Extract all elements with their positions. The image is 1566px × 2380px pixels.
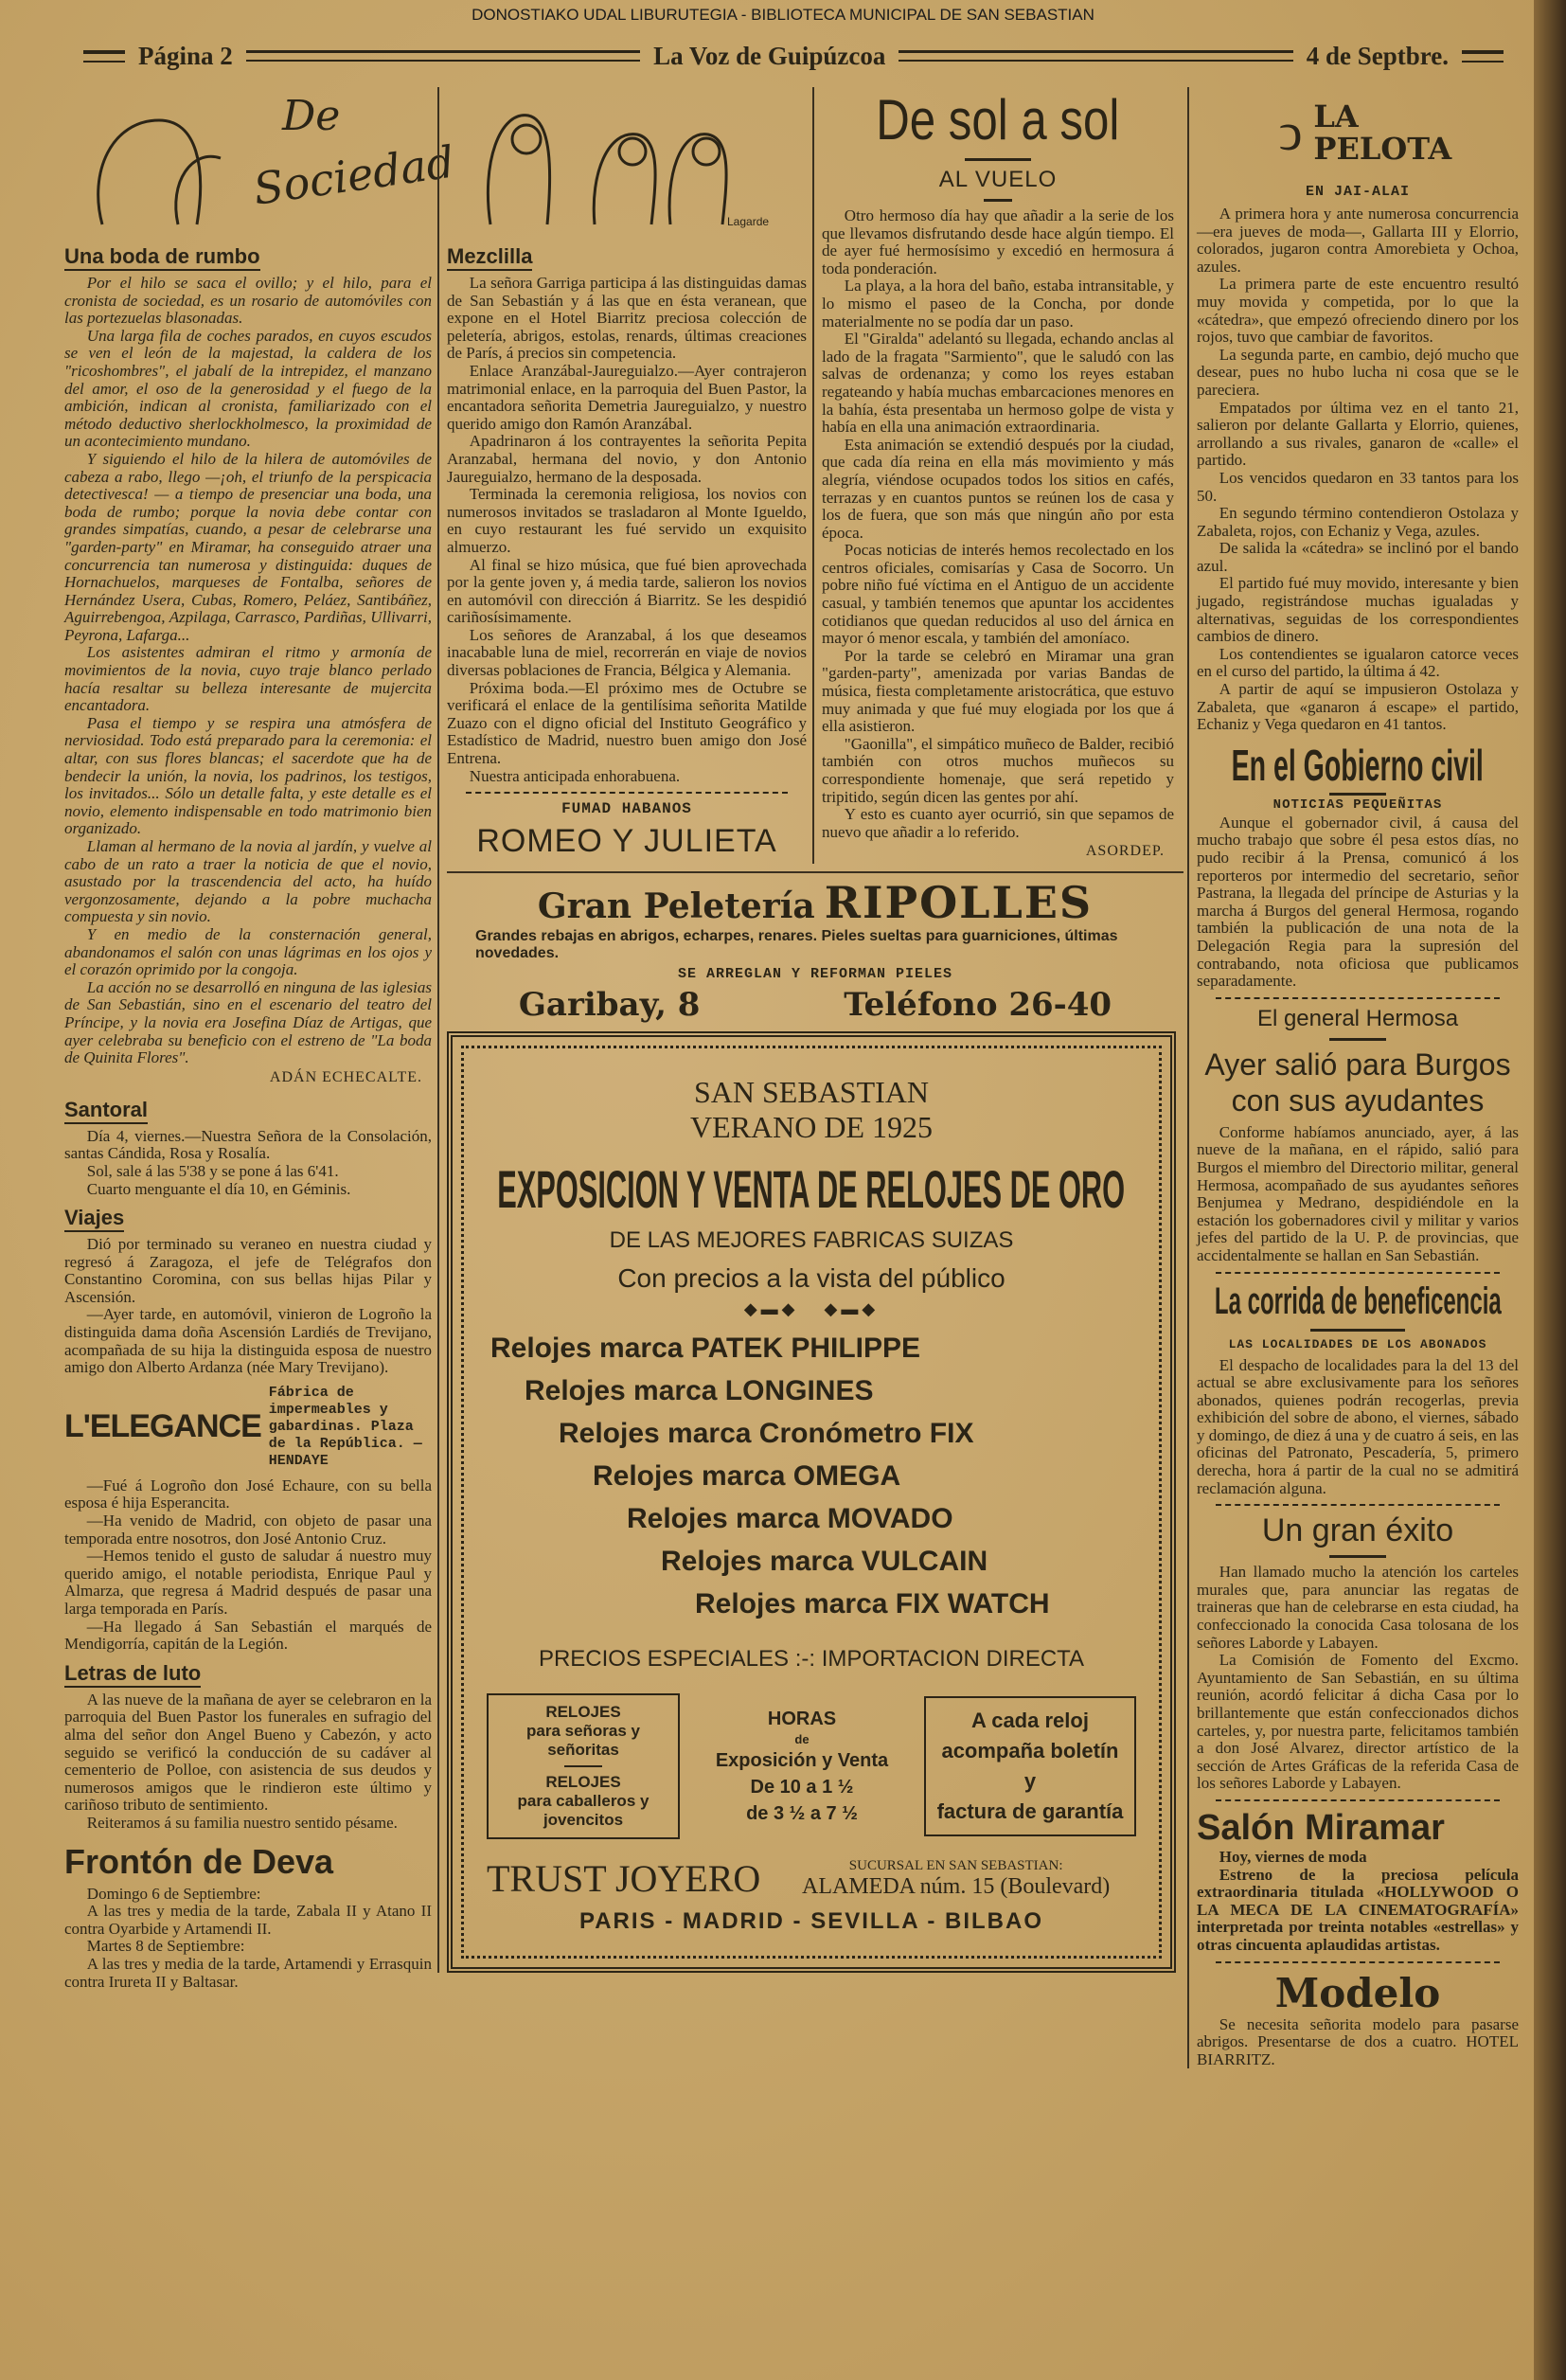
svg-text:De: De <box>282 92 341 140</box>
ad-hours <box>716 1706 888 1827</box>
paragraph: La Comisión de Fomento del Excmo. Ayuntamiento de San Sebastián, en su última reunión, acordó felicitar á dicha Casa por lo brillantemente que están confeccionados dichos carteles, y, por nuestra parte, felicitamos también a don José Alvarez, director artístico de la sección de Artes Gráficas de la referida Casa de los señores Laborde y Labayen. <box>1197 1651 1519 1793</box>
paragraph: Y esto es cuanto ayer ocurrió, sin que sepamos de nuevo que añadir a lo referido. <box>822 805 1174 841</box>
page-number: Página 2 <box>138 41 233 70</box>
library-watermark: DONOSTIAKO UDAL LIBURUTEGIA - BIBLIOTECA MUNICIPAL DE SAN SEBASTIAN <box>472 6 1094 24</box>
paragraph: Aunque el gobernador civil, á causa del mucho trabajo que sobre él pesa estos días, no pudo recibir á la Prensa, comunicó á los reporteros por intermedio del secretario, señor Pastrana, la llegada del príncipe de Asturias y la marcha á Burgos del general Hermosa, rogando también la publicación de una nota de la Delegación Regia para la supresión del contrabando, nota oficiosa que publicamos separadamente. <box>1197 813 1519 991</box>
label: para señoras y señoritas <box>525 1722 640 1760</box>
article-body <box>1197 814 1519 991</box>
label: de <box>794 1732 810 1747</box>
signature: ASORDEP. <box>1085 843 1165 860</box>
subheading-jai-alai: EN JAI-ALAI <box>1305 184 1411 200</box>
newspaper-name: La Voz de Guipúzcoa <box>653 41 886 70</box>
paragraph: Pasa el tiempo y se respira una atmósfera de nerviosidad. Todo está preparado para la ceremonia: el altar, con sus flores blancas; el sacerdote que ha de bendecir la unión, la novia, los padrinos, los testigos, los invitados... Sólo un detalle falta, y este detalle es el novio, elemento indispensable en todo matrimonio bien organizado. <box>64 713 432 838</box>
paragraph: La segunda parte, en cambio, dejó mucho que desear, pues no hubo lucha ni cosa que se le pareciera. <box>1197 345 1519 399</box>
paragraph: Conforme habíamos anunciado, ayer, á las nueve de la mañana, en el rápido, salió para Burgos el miembro del Directorio militar, general Hermosa, acompañado de sus ayudantes señores Benjumea y Medrano, despidiéndole en la estación los gobernadores civil y militar y varios jefes del partido de la U. P. de provincias, que accidentalmente se hallan en San Sebastián. <box>1197 1122 1519 1264</box>
ad-company: TRUST JOYERO <box>487 1857 761 1901</box>
paragraph: De salida la «cátedra» se inclinó por el bando azul. <box>1197 539 1519 575</box>
paragraph: "Gaonilla", el simpático muñeco de Balder, recibió también con otros muchos muñecos su correspondiente homenaje, que será repetido y tripitido, según dicen las gentes por ahí. <box>822 734 1174 806</box>
paragraph: Otro hermoso día hay que añadir a la serie de los que llevamos disfrutando desde hace algún tiempo. El de ayer fué hermosísimo y excedió en hermosura á toda ponderación. <box>822 206 1174 277</box>
label: de 3 ½ a 7 ½ <box>746 1803 858 1825</box>
paragraph: Y siguiendo el hilo de la hilera de automóviles de cabeza a rabo, llego —¡oh, el triunfo de la perspicacia detectivesca! — a tiempo de presenciar una boda, una boda de rumbo; porque la novia debe contar con grandes simpatías, cuando, a pesar de celebrarse una "garden-party" en Miramar, ha conseguido atraer una concurrencia tan numerosa y distinguida: duques de Hornachuelos, marqueses de Fontalba, señores de Hernández Usera, Cubas, Romero, Peláez, Santibáñez, Aguirrebengoa, Azpilaga, Carrasco, Pardiñas, Ullivarri, Peyrona, Lafarga... <box>64 449 432 644</box>
paragraph: Empatados por última vez en el tanto 21, salieron por delante Gallarta y Elorrio, quienes, arrollando a sus rivales, ganaron de «calle» el partido. <box>1197 398 1519 470</box>
ornament-rule <box>1216 1799 1500 1801</box>
rule <box>965 158 1031 161</box>
paragraph: La acción no se desarrolló en ninguna de las iglesias de San Sebastián, sino en el escenario del teatro del Príncipe, y la novia era Josefina Díaz de Artigas, que ayer celebraba su beneficio con el estreno de "La boda de Quinita Flores". <box>64 977 432 1067</box>
ripolles-brand-1: Gran Peletería <box>537 886 815 927</box>
pelota-logo-text: LA PELOTA <box>1313 98 1452 167</box>
watch-brand: Relojes marca PATEK PHILIPPE <box>490 1333 921 1365</box>
subheading-localidades: LAS LOCALIDADES DE LOS ABONADOS <box>1228 1336 1487 1351</box>
label: RELOJES <box>545 1773 621 1792</box>
paragraph: Pocas noticias de interés hemos recolectado en los centros oficiales, comisarías y Casa de Socorro. Un pobre niño fué víctima en el Antiguo de un accidente casual, y también tenemos que apuntar los accidentes cotidianos que quedan reducidos al uso del árnica en mayor ó menor escala, y también del amoníaco. <box>822 541 1174 648</box>
ornament-rule <box>1216 1272 1500 1274</box>
issue-date: 4 de Septbre. <box>1306 41 1450 70</box>
paragraph: En segundo término contendieron Ostolaza y Zabaleta, rojos, con Echaniz y Vega, azules. <box>1197 504 1519 540</box>
elegance-ad <box>64 1385 432 1470</box>
label: para caballeros y jovencitos <box>517 1792 650 1830</box>
heading-corrida: La corrida de beneficencia <box>1214 1279 1502 1322</box>
ad-prices: Con precios a la vista del público <box>617 1263 1005 1294</box>
ripolles-address: Garibay, 8 <box>518 986 701 1025</box>
ripolles-repair: SE ARREGLAN Y REFORMAN PIELES <box>677 966 953 983</box>
watch-brand: Relojes marca FIX WATCH <box>695 1588 1050 1620</box>
paragraph: A primera hora y ante numerosa concurrencia—era jueves de moda—, Gallarta III y Elorrio, colorados, jugaron contra Amorebieta y Ochoa, azules. <box>1197 205 1519 276</box>
masthead <box>83 40 1504 72</box>
heading-gobierno-civil: En el Gobierno civil <box>1231 740 1485 790</box>
watch-brand: Relojes marca MOVADO <box>627 1503 953 1535</box>
ad-city: SAN SEBASTIAN <box>693 1075 930 1110</box>
paragraph: El despacho de localidades para la del 13 del actual se abre exclusivamente para los señores abonados, quienes podrán recogerlas, previa exhibición del sobre de abono, el viernes, sábado y domingo, de diez á una y de cuatro á seis, en las oficinas del Patronato, Pescadería, 5, primero derecha, hora á partir de la cual no se admitirá reclamación alguna. <box>1197 1355 1519 1497</box>
heading-gran-exito: Un gran éxito <box>1261 1512 1454 1549</box>
romeo-ad-line1: FUMAD HABANOS <box>561 800 692 818</box>
column-right <box>1187 87 1519 2068</box>
rule <box>1329 793 1386 796</box>
article-body <box>64 1691 432 1833</box>
paragraph: El partido fué muy movido, interesante y bien jugado, registrándose muchas igualadas y alternativas, seguidas de los correspondientes cambios de dinero. <box>1197 574 1519 646</box>
article-body <box>64 275 432 1067</box>
watch-brand: Relojes marca LONGINES <box>525 1375 874 1407</box>
svg-text:Sociedad: Sociedad <box>250 135 458 215</box>
label: factura de garantía <box>936 1799 1124 1824</box>
middle-block <box>437 87 1182 1973</box>
brand-list <box>453 1333 1170 1631</box>
watch-brand: Relojes marca VULCAIN <box>661 1546 988 1578</box>
article-body <box>64 1236 432 1377</box>
label: A cada reloj <box>971 1709 1089 1733</box>
rule <box>1462 50 1504 63</box>
paragraph: A partir de aquí se impusieron Ostolaza y Zabaleta, que «ganaron á escape» el partido, Echaniz y Vega quedaron en 41 tantos. <box>1197 680 1519 734</box>
paragraph: —Ha llegado á San Sebastián el marqués de Mendigorría, capitán de la Legión. <box>64 1617 432 1654</box>
paragraph: A las tres y media de la tarde, Zabala II y Atano II contra Oyarbide y Artamendi II. <box>64 1902 432 1938</box>
article-body <box>1197 1357 1519 1498</box>
heading-viajes: Viajes <box>64 1206 124 1232</box>
ad-cities: PARIS - MADRID - SEVILLA - BILBAO <box>579 1908 1043 1935</box>
elegance-brand: L'ELEGANCE <box>64 1408 261 1445</box>
signature: ADÁN ECHECALTE. <box>269 1068 422 1085</box>
heading-una-boda: Una boda de rumbo <box>64 244 260 271</box>
heading-salon-miramar: Salón Miramar <box>1197 1807 1445 1848</box>
label: De 10 a 1 ½ <box>750 1777 854 1798</box>
rule <box>984 199 1012 202</box>
paragraph: Por el hilo se saca el ovillo; y el hilo, para el cronista de sociedad, es un rosario de automóviles con las portezuelas blasonadas. <box>64 274 432 328</box>
ad-subheadline: DE LAS MEJORES FABRICAS SUIZAS <box>609 1227 1014 1254</box>
heading-letras-de-luto: Letras de luto <box>64 1661 201 1688</box>
ornament-rule <box>1216 1504 1500 1506</box>
paragraph: Esta animación se extendió después por la ciudad, que cada día reina en ella más movimiento y más alegría, viéndose ocupados todos los sitios en cafés, terrazas y en cuantos puntos se reúnen los de casa y los de fuera, que son más que ningún año por esta época. <box>822 435 1174 542</box>
ad-box-relojes <box>487 1693 680 1839</box>
paragraph: Sol, sale á las 5'38 y se pone á las 6'41. <box>86 1161 339 1180</box>
article-body <box>1197 1124 1519 1265</box>
label: RELOJES <box>545 1703 621 1722</box>
subheading-al-vuelo: AL VUELO <box>938 167 1058 192</box>
article-body <box>64 1886 432 1992</box>
paragraph: Al final se hizo música, que fué bien aprovechada por la gente joven y, á media tarde, salieron los novios en automóvil con dirección á Biarritz. Se les despidió cariñosísimamente. <box>447 555 807 627</box>
paragraph: —Ha venido de Madrid, con objeto de pasar una temporada entre nosotros, don José Antonio Cruz. <box>64 1512 432 1548</box>
paragraph: Terminada la ceremonia religiosa, los novios con numerosos invitados se trasladaron al Monte Igueldo, en cuyo restaurant les fué servido un exquisito almuerzo. <box>447 485 807 556</box>
column-sociedad <box>64 87 432 1991</box>
heading-santoral: Santoral <box>64 1098 148 1124</box>
paragraph: Martes 8 de Septiembre: <box>86 1937 245 1956</box>
kicker-general-hermosa: El general Hermosa <box>1256 1005 1459 1031</box>
heading-fronton-deva: Frontón de Deva <box>64 1841 334 1881</box>
paragraph: —Hemos tenido el gusto de saludar á nuestro muy querido amigo, el notable periodista, Enrique Paul y Almarza, que regresa á Madrid después de pasar una larga temporada en París. <box>64 1547 432 1618</box>
ad-season: VERANO DE 1925 <box>690 1110 933 1145</box>
rule <box>246 50 640 62</box>
article-body <box>64 1128 432 1198</box>
paragraph: Hoy, viernes de moda <box>1219 1847 1367 1866</box>
elegance-text: Fábrica de impermeables y gabardinas. Plaza de la República. — HENDAYE <box>268 1384 422 1469</box>
ad-branch-address: ALAMEDA núm. 15 (Boulevard) <box>802 1873 1111 1899</box>
paragraph: Llaman al hermano de la novia al jardín, y vuelve al cabo de un rato a traer la noticia de que el novio, asustado por la trascendencia del acto, ha huído vergonzosamente, dejando a la pobre muchacha compuesta y sin novio. <box>64 837 432 926</box>
paragraph: Una larga fila de coches parados, en cuyos escudos se ven el león de la majestad, la caldera de los "ricoshombres", el jabalí de la intrepidez, el manzano del amor, el oso de la generosidad y el fuego de la ambición, indican al cronista, familiarizado con el método deductivo sherlockholmesco, la proximidad de un acontecimiento mundano. <box>64 326 432 451</box>
svg-text:Lagarde: Lagarde <box>727 215 770 228</box>
paragraph: Dió por terminado su veraneo en nuestra ciudad y regresó á Zaragoza, el jefe de Telégrafos don Constantino Coromina, con sus bellas hijas Pilar y Ascensión. <box>64 1235 432 1306</box>
ornament-rule <box>466 792 788 794</box>
paragraph: La primera parte de este encuentro resultó muy movida y competida, por lo que la «cátedra», que empezó ofreciendo dinero por los rojos, tuvo que cambiar de favoritos. <box>1197 275 1519 347</box>
ornament: ◆▬◆ ◆▬◆ <box>743 1299 880 1319</box>
paragraph: Los vencidos quedaron en 33 tantos para los 50. <box>1197 468 1519 505</box>
paragraph: Cuarto menguante el día 10, en Géminis. <box>86 1179 351 1198</box>
paragraph: Domingo 6 de Septiembre: <box>86 1884 261 1903</box>
relojes-ad <box>447 1031 1176 1973</box>
paragraph: Los contendientes se igualaron catorce veces en el curso del partido, la última á 42. <box>1197 644 1519 681</box>
ad-special: PRECIOS ESPECIALES :-: IMPORTACION DIRECTA <box>538 1646 1085 1673</box>
paragraph: Los señores de Aranzabal, á los que deseamos inacabable luna de miel, recorrerán en viaje de novios diversas poblaciones de Francia, Bélgica y Alemania. <box>447 625 807 680</box>
watch-brand: Relojes marca Cronómetro FIX <box>559 1418 974 1450</box>
rule <box>1329 1038 1386 1041</box>
page-body <box>64 87 1526 2068</box>
rule <box>83 50 125 63</box>
paragraph: Próxima boda.—El próximo mes de Octubre se verificará el enlace de la gentilísima señorita Matilde Zuazo con el digno oficial del Instituto Geográfico y Estadístico de Madrid, nuestro buen amigo don José Entrena. <box>447 678 807 768</box>
ripolles-brand-2: RIPOLLES <box>824 877 1094 929</box>
paragraph: A las nueve de la mañana de ayer se celebraron en la parroquia del Buen Pastor los funerales en sufragio del alma del señor don Angel Bueno y Cabezón, y acto seguido se verificó la conducción de su cadáver al cementerio de Polloe, con asistencia de sus deudos y numerosos amigos que le rindieron este último y cariñoso tributo de sentimiento. <box>64 1690 432 1815</box>
paragraph: Por la tarde se celebró en Miramar una gran "garden-party", amenizada por varias Bandas de música, fiesta completamente aristocrática, que estuvo muy animada y que fué muy elogiada por los que á ella asistieron. <box>822 646 1174 736</box>
ornament-rule <box>1216 1961 1500 1963</box>
article-body <box>822 207 1174 841</box>
page-edge-shadow <box>1534 0 1566 2380</box>
heading-mezclilla: Mezclilla <box>447 244 532 271</box>
column-mezclilla <box>447 87 807 860</box>
article-body <box>1197 206 1519 734</box>
article-body <box>447 275 807 785</box>
paragraph: La señora Garriga participa á las distinguidas damas de San Sebastián y á las que en ésta veranean, que expone en el Hotel Biarritz preciosa colección de peletería, abrigos, estolas, renards, últimas creaciones de París, á precios sin competencia. <box>447 274 807 363</box>
rule <box>1310 1329 1405 1332</box>
la-pelota-logo <box>1197 87 1519 178</box>
paragraph: A las tres y media de la tarde, Artamendi y Errasquin contra Irureta II y Baltasar. <box>64 1954 432 1991</box>
paragraph: El "Giralda" adelantó su llegada, echando anclas al lado de la fragata "Sarmiento", que le saludó con las salvas de ordenanza; y como los reyes estaban regateando y había muchas embarcaciones menores en la bahía, ésta presentaba un hermoso golpe de vista y había en ella una animación extraordinaria. <box>822 330 1174 437</box>
paragraph: Día 4, viernes.—Nuestra Señora de la Consolación, santas Cándida, Rosa y Rosalía. <box>64 1126 432 1163</box>
label: acompaña boletín <box>941 1739 1119 1763</box>
article-body <box>64 1477 432 1654</box>
heading-de-sol-a-sol: De sol a sol <box>876 88 1120 152</box>
modelo-text: Se necesita señorita modelo para pasarse abrigos. Presentarse de dos a cuatro. HOTEL BIARRITZ. <box>1197 2014 1519 2068</box>
label: y <box>1023 1769 1037 1794</box>
paragraph: La playa, a la hora del baño, estaba intransitable, y lo mismo el paseo de la Concha, por donde materialmente no se podía dar un paso. <box>822 277 1174 331</box>
ripolles-text: Grandes rebajas en abrigos, echarpes, renares. Pieles sueltas para guarniciones, últimas novedades. <box>475 928 1118 962</box>
paragraph: Apadrinaron á los contrayentes la señorita Pepita Aranzabal, hermana del novio, y don Antonio Jaureguialzo, hermano de la desposada. <box>447 432 807 486</box>
paragraph: Enlace Aranzábal-Jaureguialzo.—Ayer contrajeron matrimonial enlace, en la parroquia del Buen Pastor, la encantadora señorita Demetria Jaureguialzo, y nuestro querido amigo don Ramón Aranzábal. <box>447 361 807 433</box>
watch-brand: Relojes marca OMEGA <box>593 1460 901 1493</box>
paragraph: Han llamado mucho la atención los carteles murales que, para anunciar las regatas de traineras que han de celebrarse en esta ciudad, ha confeccionado la conocida Casa tolosana de los señores Laborde y Labayen. <box>1197 1563 1519 1652</box>
article-body <box>1197 1564 1519 1793</box>
rule <box>899 50 1292 62</box>
romeo-ad-brand: ROMEO Y JULIETA <box>476 823 777 860</box>
article-body <box>1197 1849 1519 1955</box>
paragraph: —Ayer tarde, en automóvil, vinieron de Logroño la distinguida dama doña Ascensión Lardiés de Trevijano, acompañada de su hija la distinguida esposa de nuestro amigo don Alberto Ardanza (née Mary Trevijano). <box>64 1305 432 1377</box>
paragraph: Reiteramos á su familia nuestro sentido pésame. <box>86 1813 398 1832</box>
paragraph: Estreno de la preciosa película extraordinaria titulada «HOLLYWOOD O LA MECA DE LA CINEMATOGRAFÍA» interpretada por treinta notables «estrellas» y otras cincuenta aplaudidas artistas. <box>1197 1865 1519 1954</box>
ornament-rule <box>1216 997 1500 999</box>
ad-box-guarantee <box>924 1696 1136 1836</box>
pelota-player-icon: ↄ <box>1278 103 1303 162</box>
label: Exposición y Venta <box>715 1750 889 1772</box>
ad-branch: SUCURSAL EN SAN SEBASTIAN: <box>848 1857 1063 1873</box>
ripolles-phone: Teléfono 26-40 <box>844 986 1112 1025</box>
heading-modelo: Modelo <box>1274 1969 1441 2016</box>
paragraph: Y en medio de la consternación general, abandonamos el salón con unas lágrimas en los ojos y el corazón oprimido por la congoja. <box>64 924 432 979</box>
paragraph: Nuestra anticipada enhorabuena. <box>469 766 681 785</box>
column-de-sol-a-sol <box>812 87 1174 864</box>
paragraph: Los asistentes admiran el ritmo y armonía de movimientos de la novia, cuyo traje blanco perlado hacía resaltar su belleza interesante de mujercita encantadora. <box>64 643 432 715</box>
label: HORAS <box>767 1709 837 1730</box>
ad-headline: EXPOSICION Y VENTA DE RELOJES DE ORO <box>497 1159 1126 1220</box>
ripolles-ad <box>447 871 1183 1024</box>
heading-ayer-salio: Ayer salió para Burgos con sus ayudantes <box>1204 1047 1511 1118</box>
rule <box>1329 1555 1386 1558</box>
subheading-noticias: NOTICIAS PEQUEÑITAS <box>1272 796 1443 813</box>
paragraph: —Fué á Logroño don José Echaure, con su bella esposa é hija Esperancita. <box>64 1476 432 1512</box>
